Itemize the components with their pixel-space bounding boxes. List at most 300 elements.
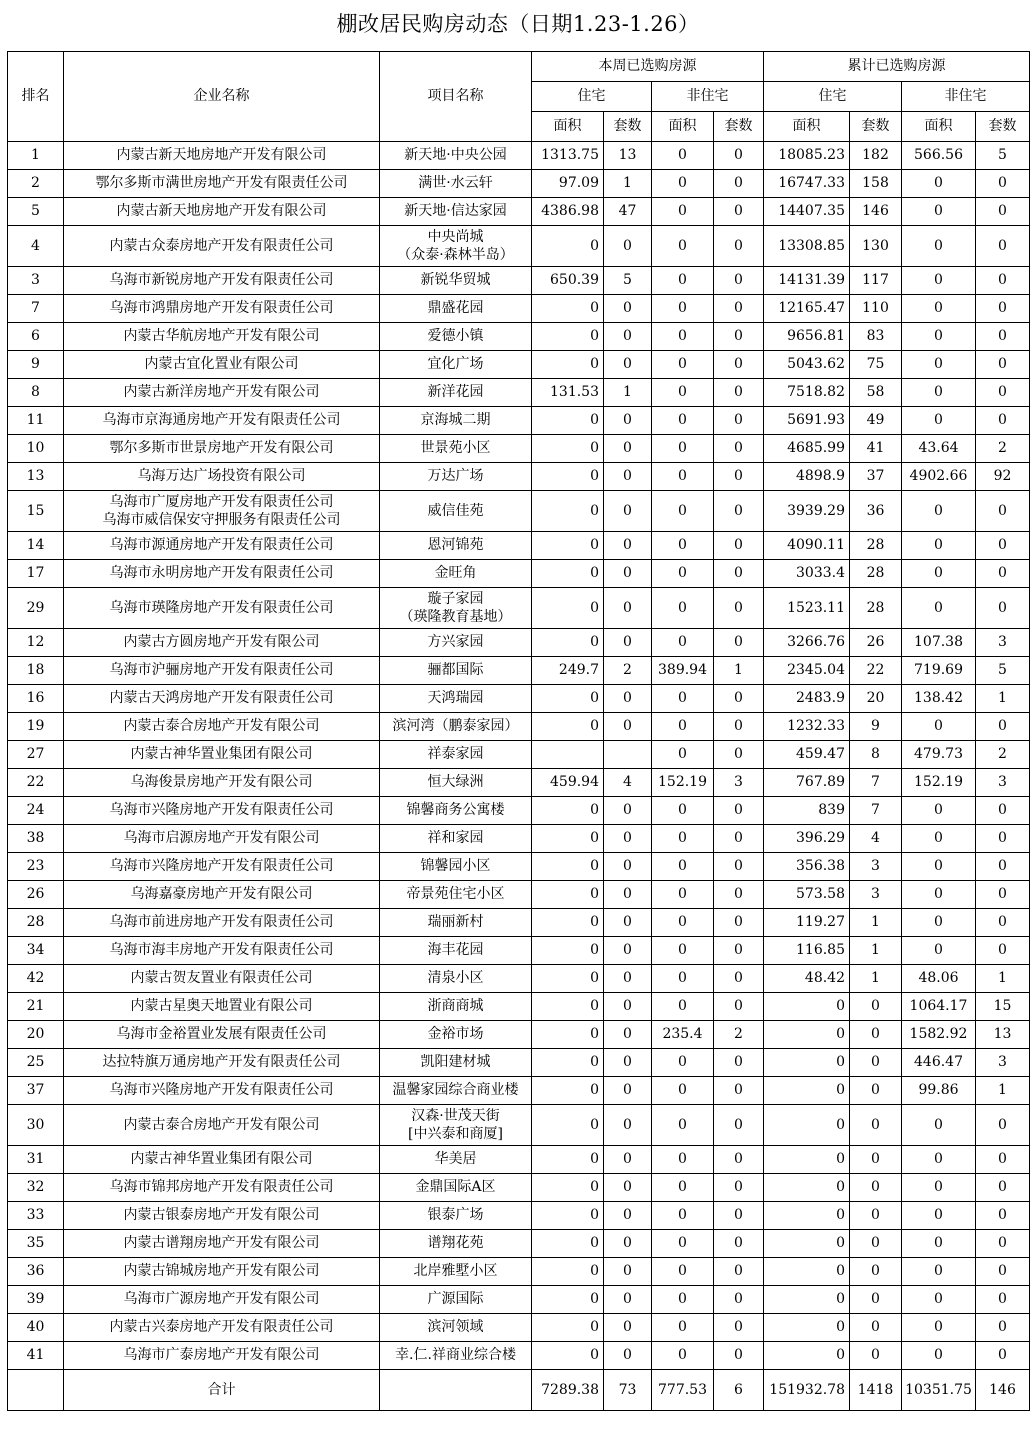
week-nonres-units-cell: 0	[714, 965, 764, 993]
rank-cell: 27	[8, 741, 64, 769]
week-nonres-units-cell: 0	[714, 881, 764, 909]
cum-nonres-units-cell: 13	[976, 1021, 1030, 1049]
rank-cell: 10	[8, 435, 64, 463]
week-nonres-area-cell: 0	[652, 797, 714, 825]
rank-cell: 35	[8, 1230, 64, 1258]
cum-nonres-units-cell: 0	[976, 1286, 1030, 1314]
week-nonres-area-cell: 0	[652, 407, 714, 435]
cum-res-units-cell: 158	[850, 170, 902, 198]
total-cum-res-area: 151932.78	[764, 1370, 850, 1411]
company-cell: 鄂尔多斯市满世房地产开发有限责任公司	[64, 170, 380, 198]
week-nonres-area-cell: 0	[652, 170, 714, 198]
rank-cell: 17	[8, 560, 64, 588]
cum-nonres-area-cell: 0	[902, 825, 976, 853]
cum-res-units-cell: 0	[850, 1077, 902, 1105]
table-row	[8, 323, 1030, 351]
week-res-area-cell: 131.53	[532, 379, 604, 407]
project-cell: 天鸿瑞园	[380, 685, 532, 713]
week-nonres-units-cell: 0	[714, 295, 764, 323]
table-row	[8, 491, 1030, 532]
cum-nonres-area-cell: 48.06	[902, 965, 976, 993]
week-res-area-cell: 4386.98	[532, 198, 604, 226]
rank-cell: 8	[8, 379, 64, 407]
total-project-cell	[380, 1370, 532, 1411]
week-res-area-cell: 0	[532, 1342, 604, 1370]
table-row	[8, 588, 1030, 629]
week-res-area-cell: 0	[532, 685, 604, 713]
cum-res-units-cell: 3	[850, 881, 902, 909]
company-cell: 内蒙古神华置业集团有限公司	[64, 1146, 380, 1174]
company-cell: 内蒙古谱翔房地产开发有限公司	[64, 1230, 380, 1258]
table-row	[8, 1049, 1030, 1077]
cum-nonres-area-cell: 0	[902, 1314, 976, 1342]
header-project: 项目名称	[380, 52, 532, 142]
table-row	[8, 1286, 1030, 1314]
cum-res-area-cell: 1523.11	[764, 588, 850, 629]
project-cell: 鼎盛花园	[380, 295, 532, 323]
rank-cell: 6	[8, 323, 64, 351]
header-units: 套数	[604, 112, 652, 142]
table-row	[8, 295, 1030, 323]
cum-res-units-cell: 7	[850, 797, 902, 825]
week-nonres-units-cell: 0	[714, 351, 764, 379]
table-row	[8, 937, 1030, 965]
rank-cell: 12	[8, 629, 64, 657]
cum-res-area-cell: 0	[764, 1286, 850, 1314]
cum-nonres-area-cell: 0	[902, 267, 976, 295]
company-cell: 内蒙古宜化置业有限公司	[64, 351, 380, 379]
week-res-units-cell: 0	[604, 1342, 652, 1370]
week-res-units-cell: 0	[604, 323, 652, 351]
cum-res-area-cell: 0	[764, 993, 850, 1021]
company-cell: 乌海市广源房地产开发有限公司	[64, 1286, 380, 1314]
header-units: 套数	[850, 112, 902, 142]
week-nonres-area-cell: 0	[652, 1105, 714, 1146]
table-row	[8, 198, 1030, 226]
header-units: 套数	[976, 112, 1030, 142]
cum-nonres-area-cell: 0	[902, 937, 976, 965]
week-nonres-area-cell: 0	[652, 226, 714, 267]
week-nonres-area-cell: 0	[652, 379, 714, 407]
total-cum-nonres-units: 146	[976, 1370, 1030, 1411]
week-nonres-units-cell: 0	[714, 825, 764, 853]
week-res-area-cell: 0	[532, 1314, 604, 1342]
header-area: 面积	[902, 112, 976, 142]
week-res-units-cell: 0	[604, 825, 652, 853]
week-nonres-area-cell: 0	[652, 937, 714, 965]
cum-nonres-units-cell: 0	[976, 407, 1030, 435]
week-nonres-units-cell: 0	[714, 741, 764, 769]
week-res-area-cell: 0	[532, 588, 604, 629]
project-cell: 恩河锦苑	[380, 532, 532, 560]
week-nonres-units-cell: 0	[714, 1146, 764, 1174]
cum-res-units-cell: 182	[850, 142, 902, 170]
company-cell: 乌海市沪骊房地产开发有限责任公司	[64, 657, 380, 685]
company-cell: 乌海嘉豪房地产开发有限公司	[64, 881, 380, 909]
rank-cell: 11	[8, 407, 64, 435]
week-res-area-cell: 0	[532, 713, 604, 741]
company-cell: 内蒙古天鸿房地产开发有限责任公司	[64, 685, 380, 713]
table-row	[8, 1258, 1030, 1286]
cum-res-units-cell: 36	[850, 491, 902, 532]
cum-nonres-units-cell: 92	[976, 463, 1030, 491]
cum-nonres-area-cell: 107.38	[902, 629, 976, 657]
week-res-units-cell: 0	[604, 588, 652, 629]
cum-nonres-area-cell: 0	[902, 1342, 976, 1370]
week-nonres-area-cell: 0	[652, 532, 714, 560]
table-row	[8, 170, 1030, 198]
cum-res-area-cell: 0	[764, 1021, 850, 1049]
header-this-week: 本周已选购房源	[532, 52, 764, 82]
week-res-units-cell: 0	[604, 1146, 652, 1174]
cum-nonres-units-cell: 2	[976, 741, 1030, 769]
week-res-units-cell: 0	[604, 351, 652, 379]
week-nonres-area-cell: 0	[652, 142, 714, 170]
week-nonres-units-cell: 0	[714, 198, 764, 226]
week-nonres-units-cell: 0	[714, 379, 764, 407]
week-nonres-units-cell: 0	[714, 435, 764, 463]
cum-nonres-units-cell: 3	[976, 1049, 1030, 1077]
company-cell: 乌海市启源房地产开发有限公司	[64, 825, 380, 853]
cum-nonres-area-cell: 0	[902, 797, 976, 825]
table-row	[8, 629, 1030, 657]
week-nonres-units-cell: 0	[714, 1342, 764, 1370]
week-res-units-cell: 0	[604, 1230, 652, 1258]
cum-res-units-cell: 0	[850, 1021, 902, 1049]
week-nonres-area-cell: 0	[652, 295, 714, 323]
project-cell: 北岸雅墅小区	[380, 1258, 532, 1286]
company-cell: 乌海市兴隆房地产开发有限责任公司	[64, 1077, 380, 1105]
table-row	[8, 532, 1030, 560]
cum-res-area-cell: 13308.85	[764, 226, 850, 267]
cum-nonres-area-cell: 0	[902, 1230, 976, 1258]
cum-nonres-units-cell: 0	[976, 226, 1030, 267]
week-nonres-units-cell: 0	[714, 797, 764, 825]
table-row	[8, 1077, 1030, 1105]
rank-cell: 42	[8, 965, 64, 993]
rank-cell: 1	[8, 142, 64, 170]
company-cell: 内蒙古贺友置业有限责任公司	[64, 965, 380, 993]
rank-cell: 18	[8, 657, 64, 685]
cum-nonres-area-cell: 0	[902, 1146, 976, 1174]
rank-cell: 31	[8, 1146, 64, 1174]
cum-nonres-area-cell: 446.47	[902, 1049, 976, 1077]
week-res-units-cell: 5	[604, 267, 652, 295]
cum-res-area-cell: 48.42	[764, 965, 850, 993]
project-cell: 新洋花园	[380, 379, 532, 407]
week-res-area-cell: 0	[532, 937, 604, 965]
project-cell: 威信佳苑	[380, 491, 532, 532]
week-res-area-cell: 0	[532, 532, 604, 560]
week-res-units-cell	[604, 741, 652, 769]
cum-res-units-cell: 0	[850, 1105, 902, 1146]
table-row	[8, 1202, 1030, 1230]
cum-res-units-cell: 1	[850, 965, 902, 993]
table-row	[8, 685, 1030, 713]
project-cell: 幸.仁.祥商业综合楼	[380, 1342, 532, 1370]
company-cell: 内蒙古兴泰房地产开发有限责任公司	[64, 1314, 380, 1342]
cum-nonres-area-cell: 0	[902, 170, 976, 198]
cum-res-area-cell: 396.29	[764, 825, 850, 853]
rank-cell: 36	[8, 1258, 64, 1286]
cum-res-area-cell: 0	[764, 1230, 850, 1258]
week-res-units-cell: 0	[604, 1174, 652, 1202]
week-nonres-area-cell: 0	[652, 267, 714, 295]
cum-res-units-cell: 1	[850, 937, 902, 965]
cum-res-area-cell: 16747.33	[764, 170, 850, 198]
week-res-area-cell: 1313.75	[532, 142, 604, 170]
week-nonres-units-cell: 0	[714, 491, 764, 532]
week-nonres-area-cell: 0	[652, 713, 714, 741]
week-nonres-units-cell: 0	[714, 1314, 764, 1342]
week-res-units-cell: 0	[604, 491, 652, 532]
cum-nonres-area-cell: 1064.17	[902, 993, 976, 1021]
week-res-area-cell: 0	[532, 407, 604, 435]
header-area: 面积	[532, 112, 604, 142]
company-cell: 乌海市兴隆房地产开发有限责任公司	[64, 853, 380, 881]
company-cell: 内蒙古锦城房地产开发有限公司	[64, 1258, 380, 1286]
company-cell: 内蒙古新天地房地产开发有限公司	[64, 142, 380, 170]
cum-res-area-cell: 767.89	[764, 769, 850, 797]
week-nonres-units-cell: 0	[714, 937, 764, 965]
project-cell: 滨河湾（鹏泰家园）	[380, 713, 532, 741]
rank-cell: 14	[8, 532, 64, 560]
company-cell: 内蒙古众泰房地产开发有限责任公司	[64, 226, 380, 267]
cum-res-area-cell: 12165.47	[764, 295, 850, 323]
week-res-area-cell: 0	[532, 463, 604, 491]
cum-nonres-area-cell: 4902.66	[902, 463, 976, 491]
cum-res-area-cell: 459.47	[764, 741, 850, 769]
cum-nonres-area-cell: 566.56	[902, 142, 976, 170]
rank-cell: 7	[8, 295, 64, 323]
cum-nonres-units-cell: 0	[976, 170, 1030, 198]
cum-res-units-cell: 28	[850, 588, 902, 629]
cum-nonres-units-cell: 0	[976, 853, 1030, 881]
table-row	[8, 1342, 1030, 1370]
week-nonres-units-cell: 0	[714, 629, 764, 657]
week-nonres-units-cell: 0	[714, 853, 764, 881]
week-nonres-units-cell: 0	[714, 685, 764, 713]
cum-nonres-units-cell: 0	[976, 588, 1030, 629]
cum-res-area-cell: 0	[764, 1146, 850, 1174]
week-nonres-area-cell: 0	[652, 825, 714, 853]
rank-cell: 39	[8, 1286, 64, 1314]
project-cell: 海丰花园	[380, 937, 532, 965]
week-nonres-area-cell: 0	[652, 629, 714, 657]
cum-res-area-cell: 3033.4	[764, 560, 850, 588]
week-nonres-area-cell: 0	[652, 463, 714, 491]
table-row	[8, 881, 1030, 909]
cum-res-units-cell: 37	[850, 463, 902, 491]
company-cell: 内蒙古银泰房地产开发有限公司	[64, 1202, 380, 1230]
week-res-units-cell: 2	[604, 657, 652, 685]
project-cell: 广源国际	[380, 1286, 532, 1314]
rank-cell: 15	[8, 491, 64, 532]
cum-nonres-units-cell: 1	[976, 965, 1030, 993]
week-nonres-units-cell: 0	[714, 1174, 764, 1202]
week-nonres-area-cell: 0	[652, 909, 714, 937]
week-nonres-area-cell: 0	[652, 198, 714, 226]
cum-nonres-area-cell: 0	[902, 295, 976, 323]
project-cell: 中央尚城 （众泰·森林半岛）	[380, 226, 532, 267]
cum-res-units-cell: 28	[850, 532, 902, 560]
cum-nonres-units-cell: 0	[976, 909, 1030, 937]
cum-res-area-cell: 3266.76	[764, 629, 850, 657]
cum-nonres-area-cell: 0	[902, 1258, 976, 1286]
week-res-area-cell: 0	[532, 1258, 604, 1286]
cum-res-area-cell: 0	[764, 1105, 850, 1146]
cum-nonres-area-cell: 0	[902, 407, 976, 435]
cum-res-area-cell: 0	[764, 1202, 850, 1230]
cum-res-units-cell: 0	[850, 993, 902, 1021]
header-rank: 排名	[8, 52, 64, 142]
week-res-area-cell: 0	[532, 295, 604, 323]
week-nonres-area-cell: 0	[652, 1230, 714, 1258]
cum-nonres-units-cell: 5	[976, 657, 1030, 685]
header-week-non-residential: 非住宅	[652, 82, 764, 112]
rank-cell: 34	[8, 937, 64, 965]
week-res-area-cell: 249.7	[532, 657, 604, 685]
total-week-res-area: 7289.38	[532, 1370, 604, 1411]
total-rank-cell	[8, 1370, 64, 1411]
header-units: 套数	[714, 112, 764, 142]
cum-res-area-cell: 1232.33	[764, 713, 850, 741]
company-cell: 内蒙古泰合房地产开发有限公司	[64, 713, 380, 741]
table-row	[8, 769, 1030, 797]
cum-res-units-cell: 41	[850, 435, 902, 463]
housing-purchase-table	[7, 51, 1030, 1411]
cum-res-units-cell: 0	[850, 1174, 902, 1202]
week-res-area-cell	[532, 741, 604, 769]
week-res-area-cell: 0	[532, 323, 604, 351]
cum-res-units-cell: 0	[850, 1286, 902, 1314]
cum-nonres-area-cell: 0	[902, 379, 976, 407]
cum-nonres-area-cell: 0	[902, 1286, 976, 1314]
company-cell: 内蒙古神华置业集团有限公司	[64, 741, 380, 769]
cum-res-area-cell: 5043.62	[764, 351, 850, 379]
week-res-units-cell: 0	[604, 853, 652, 881]
week-nonres-area-cell: 0	[652, 323, 714, 351]
company-cell: 乌海市鸿鼎房地产开发有限责任公司	[64, 295, 380, 323]
cum-nonres-units-cell: 0	[976, 323, 1030, 351]
table-row	[8, 797, 1030, 825]
table-row	[8, 1146, 1030, 1174]
project-cell: 骊都国际	[380, 657, 532, 685]
project-cell: 世景苑小区	[380, 435, 532, 463]
week-nonres-area-cell: 0	[652, 435, 714, 463]
table-header	[8, 52, 1030, 142]
project-cell: 祥和家园	[380, 825, 532, 853]
table-row	[8, 741, 1030, 769]
company-cell: 乌海市广泰房地产开发有限公司	[64, 1342, 380, 1370]
cum-nonres-units-cell: 0	[976, 713, 1030, 741]
cum-res-area-cell: 839	[764, 797, 850, 825]
week-nonres-units-cell: 0	[714, 1258, 764, 1286]
week-nonres-area-cell: 0	[652, 1342, 714, 1370]
project-cell: 锦馨商务公寓楼	[380, 797, 532, 825]
cum-res-units-cell: 0	[850, 1314, 902, 1342]
cum-nonres-units-cell: 5	[976, 142, 1030, 170]
rank-cell: 28	[8, 909, 64, 937]
rank-cell: 20	[8, 1021, 64, 1049]
cum-nonres-area-cell: 0	[902, 1202, 976, 1230]
header-week-residential: 住宅	[532, 82, 652, 112]
week-nonres-area-cell: 0	[652, 351, 714, 379]
week-res-units-cell: 0	[604, 1105, 652, 1146]
cum-res-area-cell: 0	[764, 1077, 850, 1105]
cum-nonres-units-cell: 0	[976, 295, 1030, 323]
cum-res-units-cell: 75	[850, 351, 902, 379]
cum-nonres-area-cell: 0	[902, 532, 976, 560]
week-res-units-cell: 0	[604, 937, 652, 965]
cum-nonres-units-cell: 0	[976, 1230, 1030, 1258]
header-company: 企业名称	[64, 52, 380, 142]
rank-cell: 21	[8, 993, 64, 1021]
cum-res-area-cell: 356.38	[764, 853, 850, 881]
cum-nonres-area-cell: 0	[902, 198, 976, 226]
week-nonres-area-cell: 0	[652, 1202, 714, 1230]
rank-cell: 5	[8, 198, 64, 226]
week-res-area-cell: 0	[532, 1146, 604, 1174]
table-footer	[8, 1370, 1030, 1411]
header-cum-non-residential: 非住宅	[902, 82, 1030, 112]
cum-nonres-area-cell: 0	[902, 588, 976, 629]
rank-cell: 33	[8, 1202, 64, 1230]
week-res-area-cell: 0	[532, 1202, 604, 1230]
cum-nonres-units-cell: 3	[976, 629, 1030, 657]
week-res-units-cell: 0	[604, 532, 652, 560]
project-cell: 清泉小区	[380, 965, 532, 993]
week-nonres-units-cell: 2	[714, 1021, 764, 1049]
table-row	[8, 825, 1030, 853]
cum-nonres-area-cell: 0	[902, 1174, 976, 1202]
cum-res-units-cell: 0	[850, 1258, 902, 1286]
cum-nonres-units-cell: 0	[976, 267, 1030, 295]
project-cell: 方兴家园	[380, 629, 532, 657]
company-cell: 内蒙古方圆房地产开发有限公司	[64, 629, 380, 657]
project-cell: 金旺角	[380, 560, 532, 588]
table-row	[8, 267, 1030, 295]
week-res-area-cell: 0	[532, 351, 604, 379]
cum-nonres-units-cell: 0	[976, 937, 1030, 965]
week-res-area-cell: 0	[532, 1105, 604, 1146]
week-nonres-area-cell: 0	[652, 588, 714, 629]
project-cell: 金鼎国际A区	[380, 1174, 532, 1202]
cum-res-area-cell: 9656.81	[764, 323, 850, 351]
week-res-units-cell: 1	[604, 379, 652, 407]
week-res-units-cell: 0	[604, 1077, 652, 1105]
rank-cell: 13	[8, 463, 64, 491]
company-cell: 乌海市京海通房地产开发有限责任公司	[64, 407, 380, 435]
company-cell: 乌海市瑛隆房地产开发有限责任公司	[64, 588, 380, 629]
total-label: 合计	[64, 1370, 380, 1411]
cum-res-area-cell: 0	[764, 1342, 850, 1370]
cum-nonres-units-cell: 1	[976, 685, 1030, 713]
week-nonres-units-cell: 0	[714, 560, 764, 588]
week-res-units-cell: 0	[604, 993, 652, 1021]
week-nonres-area-cell: 152.19	[652, 769, 714, 797]
week-res-units-cell: 0	[604, 1314, 652, 1342]
project-cell: 京海城二期	[380, 407, 532, 435]
total-cum-nonres-area: 10351.75	[902, 1370, 976, 1411]
table-row	[8, 435, 1030, 463]
week-nonres-units-cell: 0	[714, 993, 764, 1021]
cum-res-area-cell: 18085.23	[764, 142, 850, 170]
week-res-units-cell: 0	[604, 560, 652, 588]
cum-nonres-area-cell: 719.69	[902, 657, 976, 685]
table-row	[8, 965, 1030, 993]
company-cell: 乌海市锦邦房地产开发有限责任公司	[64, 1174, 380, 1202]
